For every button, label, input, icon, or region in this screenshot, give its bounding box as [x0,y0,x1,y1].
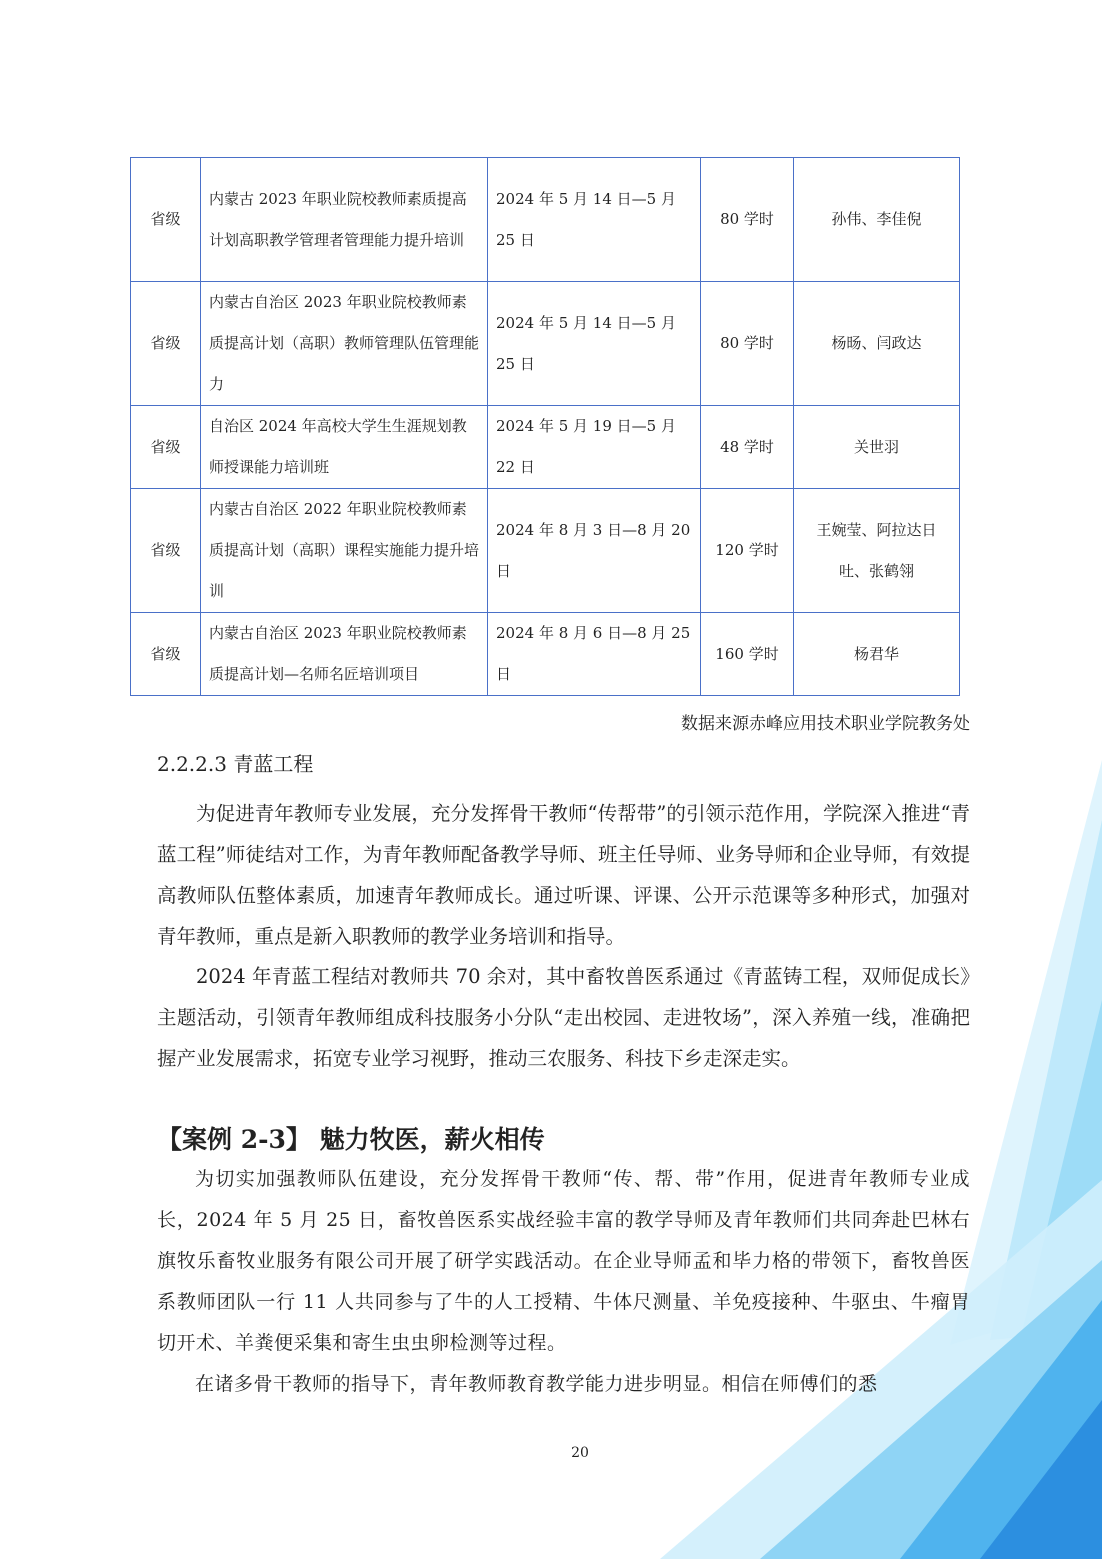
table-row [131,406,960,489]
case-title: 【案例 2-3】 魅力牧医，薪火相传 [157,1125,545,1154]
people-cell: 孙伟、李佳倪 [794,158,960,282]
date-cell: 2024 年 5 月 14 日—5 月 25 日 [488,158,701,282]
date-cell: 2024 年 8 月 6 日—8 月 25 日 [488,613,701,696]
hours-cell: 120 学时 [701,489,794,613]
name-cell: 自治区 2024 年高校大学生生涯规划教师授课能力培训班 [201,406,488,489]
name-cell: 内蒙古自治区 2023 年职业院校教师素质提高计划（高职）教师管理队伍管理能力 [201,282,488,406]
table-row [131,613,960,696]
people-cell: 杨君华 [794,613,960,696]
date-cell: 2024 年 5 月 19 日—5 月 22 日 [488,406,701,489]
table-row [131,158,960,282]
hours-cell: 48 学时 [701,406,794,489]
data-source-note: 数据来源赤峰应用技术职业学院教务处 [681,714,970,734]
hours-cell: 160 学时 [701,613,794,696]
level-cell: 省级 [131,282,201,406]
date-cell: 2024 年 8 月 3 日—8 月 20 日 [488,489,701,613]
paragraph-1: 为促进青年教师专业发展，充分发挥骨干教师“传帮带”的引领示范作用，学院深入推进“青蓝工程”师徒结对工作，为青年教师配备教学导师、班主任导师、业务导师和企业导师，有效提高教师队伍整体素质，加速青年教师成长。通过听课、评课、公开示范课等多种形式，加强对青年教师，重点是新入职教师的教学业务培训和指导。 [157,802,970,948]
level-cell: 省级 [131,489,201,613]
date-cell: 2024 年 5 月 14 日—5 月 25 日 [488,282,701,406]
people-cell: 关世羽 [794,406,960,489]
page-number: 20 [571,1445,589,1461]
training-table [130,157,960,696]
people-cell: 杨旸、闫政达 [794,282,960,406]
level-cell: 省级 [131,613,201,696]
level-cell: 省级 [131,158,201,282]
name-cell: 内蒙古自治区 2022 年职业院校教师素质提高计划（高职）课程实施能力提升培训 [201,489,488,613]
table-row [131,282,960,406]
name-cell: 内蒙古 2023 年职业院校教师素质提高计划高职教学管理者管理能力提升培训 [201,158,488,282]
paragraph-2: 2024 年青蓝工程结对教师共 70 余对，其中畜牧兽医系通过《青蓝铸工程，双师促成长》主题活动，引领青年教师组成科技服务小分队“走出校园、走进牧场”，深入养殖一线，准确把握产业发展需求，拓宽专业学习视野，推动三农服务、科技下乡走深走实。 [157,965,970,1070]
section-heading: 2.2.2.3 青蓝工程 [157,752,314,776]
level-cell: 省级 [131,406,201,489]
case-paragraph-1: 为切实加强教师队伍建设，充分发挥骨干教师“传、帮、带”作用，促进青年教师专业成长，2024 年 5 月 25 日，畜牧兽医系实战经验丰富的教学导师及青年教师们共同奔赴巴林右旗牧乐畜牧业服务有限公司开展了研学实践活动。在企业导师孟和毕力格的带领下，畜牧兽医系教师团队一行 11 人共同参与了牛的人工授精、牛体尺测量、羊免疫接种、牛驱虫、牛瘤胃切开术、羊粪便采集和寄生虫虫卵检测等过程。 [157,1168,970,1354]
case-paragraph-2: 在诸多骨干教师的指导下，青年教师教育教学能力进步明显。相信在师傅们的悉 [195,1373,878,1395]
people-cell: 王婉莹、阿拉达日吐、张鹤翎 [794,489,960,613]
hours-cell: 80 学时 [701,158,794,282]
table-row [131,489,960,613]
name-cell: 内蒙古自治区 2023 年职业院校教师素质提高计划—名师名匠培训项目 [201,613,488,696]
hours-cell: 80 学时 [701,282,794,406]
